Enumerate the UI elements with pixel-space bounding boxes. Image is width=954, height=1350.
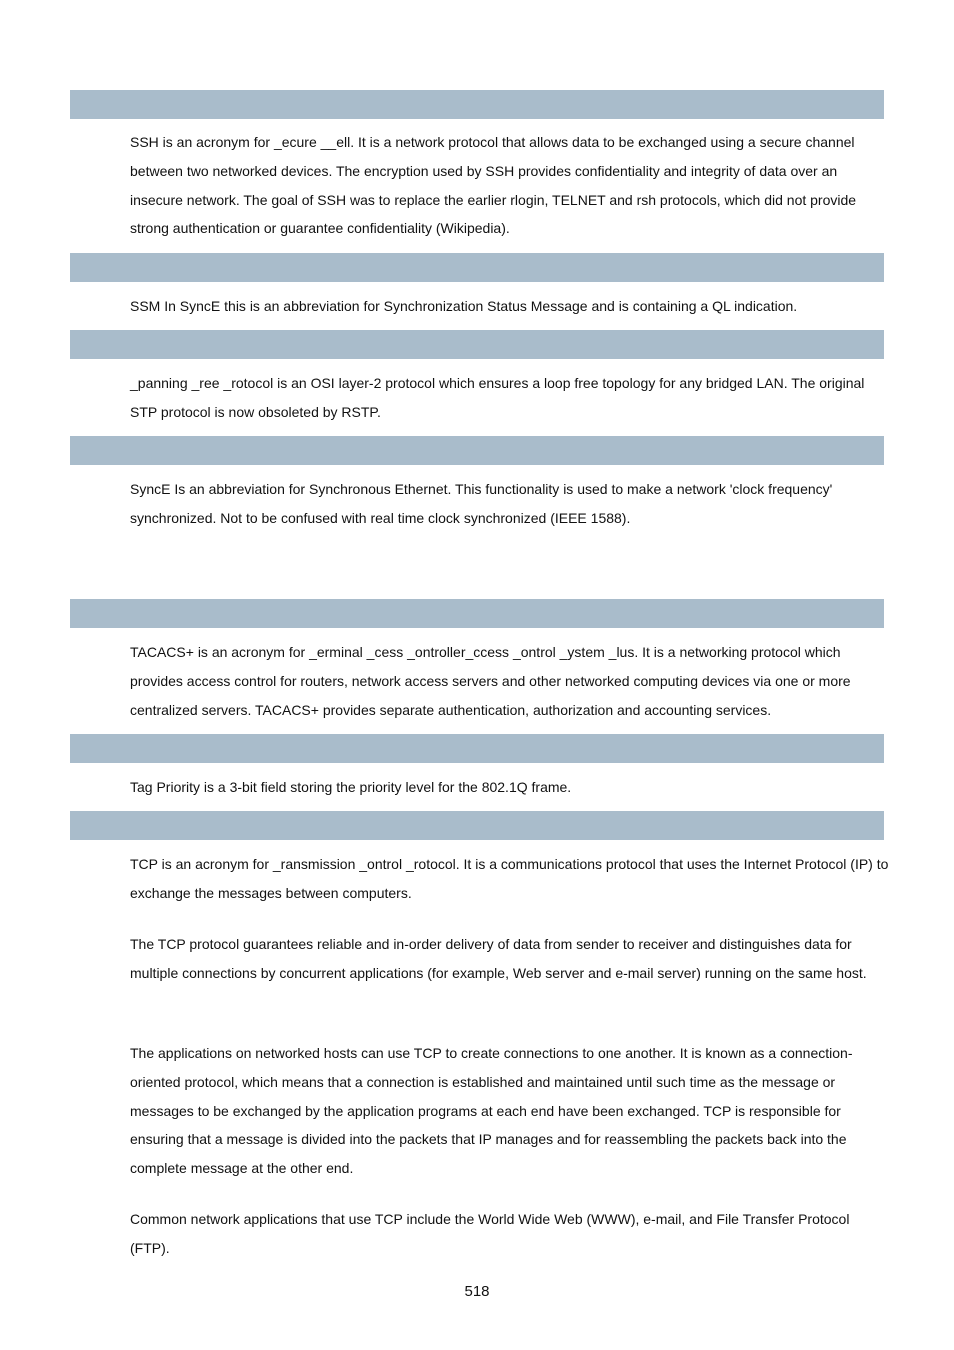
- entry-paragraph: SyncE Is an abbreviation for Synchronous Ethernet. This functionality is used to make a network 'clock frequency' synchronized. Not to be confused with real time clock synchronized (IEEE 1588).: [130, 481, 833, 526]
- entry-paragraph: SSM In SyncE this is an abbreviation for Synchronization Status Message and is containing a QL indication.: [130, 298, 798, 314]
- entry-header-bar: [70, 811, 884, 840]
- entry-paragraph: The applications on networked hosts can use TCP to create connections to one another. It is known as a connection-oriented protocol, which means that a connection is established and maintained until such time as the message or messages to be exchanged by the application programs at each end have been exchanged. TCP is responsible for ensuring that a message is divided into the packets that IP manages and for reassembling the packets back into the complete message at the other end.: [130, 1045, 853, 1177]
- entry-paragraph: TACACS+ is an acronym for _erminal _cess _ontroller_ccess _ontrol _ystem _lus. It is a networking protocol which provides access control for routers, network access servers and other networked computing devices via one or more centralized servers. TACACS+ provides separate authentication, authorization and accounting services.: [130, 644, 851, 718]
- entry-paragraph: _panning _ree _rotocol is an OSI layer-2 protocol which ensures a loop free topology for any bridged LAN. The original STP protocol is now obsoleted by RSTP.: [130, 375, 865, 420]
- entry-paragraph: The TCP protocol guarantees reliable and in-order delivery of data from sender to receiver and distinguishes data for multiple connections by concurrent applications (for example, Web server and e-mail server) running on the same host.: [130, 936, 867, 981]
- entry-paragraph: Tag Priority is a 3-bit field storing the priority level for the 802.1Q frame.: [130, 779, 572, 795]
- entry-paragraph: SSH is an acronym for _ecure __ell. It is a network protocol that allows data to be exchanged using a secure channel between two networked devices. The encryption used by SSH provides confidentiality and integrity of data over an insecure network. The goal of SSH was to replace the earlier rlogin, TELNET and rsh protocols, which did not provide strong authentication or guarantee confidentiality (Wikipedia).: [130, 134, 857, 237]
- entry-paragraph: TCP is an acronym for _ransmission _ontrol _rotocol. It is a communications protocol that uses the Internet Protocol (IP) to exchange the messages between computers.: [130, 856, 889, 901]
- entry-header-bar: [70, 734, 884, 763]
- entry-header-bar: [70, 253, 884, 282]
- entry-header-bar: [70, 436, 884, 465]
- entry-paragraph: Common network applications that use TCP include the World Wide Web (WWW), e-mail, and File Transfer Protocol (FTP).: [130, 1211, 850, 1256]
- page-number: 518: [464, 1283, 490, 1300]
- entry-header-bar: [70, 599, 884, 628]
- entry-header-bar: [70, 90, 884, 119]
- entry-header-bar: [70, 330, 884, 359]
